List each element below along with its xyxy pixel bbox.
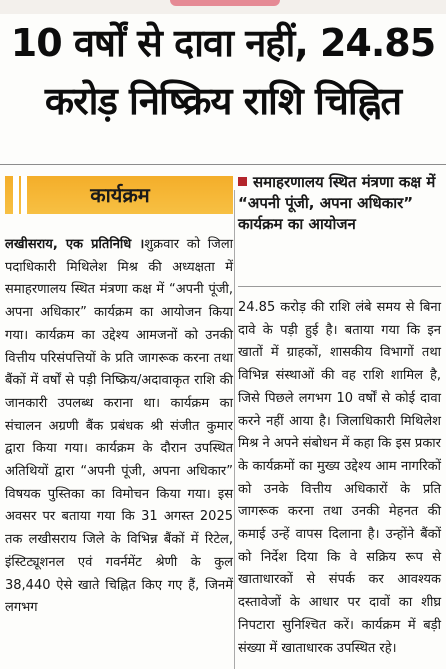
body-text-left: शुक्रवार को जिला पदाधिकारी मिथिलेश मिश्र की अध्यक्षता में समाहरणालय स्थित मंत्रणा कक्ष में “अपनी पूंजी, अपना अधिकार” कार्यक्रम का आयोजन किया गया। कार्यक्रम का उद्देश्य आमजनों को उनकी वित्तीय परिसंपत्तियों के प्रति जागरूक करना तथा बैंकों में वर्षों से पड़ी निष्क्रिय/अदावाकृत राशि की जानकारी उपलब्ध कराना था। कार्यक्रम का संचालन अग्रणी बैंक प्रबंधक श्री संजीत कुमार द्वारा किया गया। कार्यक्रम के दौरान उपस्थित अतिथियों द्वारा “अपनी पूंजी, अपना अधिकार” विषयक पुस्तिका का विमोचन किया गया। इस अवसर पर बताया गया कि 31 अगस्त 2025 तक लखीसराय जिले के विभिन्न बैंकों में रिटेल, इंस्टिट्यूशनल एवं गवर्नमेंट श्रेणी के कुल 38,440 ऐसे खाते चिह्नित किए गए हैं, जिनमें लगभग [5,237,233,616]
kicker-label: कार्यक्रम [90,183,150,207]
body-column-left [5,234,233,620]
subheadline [238,172,443,235]
headline: 10 वर्षों से दावा नहीं, 24.85 करोड़ निष्क्रिय राशि चिह्नित [10,21,436,123]
subheadline-text: समाहरणालय स्थित मंत्रणा कक्ष में “अपनी पूंजी, अपना अधिकार” कार्यक्रम का आयोजन [238,173,436,233]
top-accent [170,0,280,6]
kicker-stripe-left [13,176,19,214]
subheadline-divider [238,286,441,287]
column-divider [234,190,235,669]
kicker-stripe-left-2 [21,176,27,214]
headline-divider [0,164,446,165]
top-bar [0,0,446,14]
body-column-right: 24.85 करोड़ की राशि लंबे समय से बिना दावे के पड़ी हुई है। बताया गया कि इन खातों में ग्राहकों, शासकीय विभागों तथा विभिन्न संस्थाओं की वह राशि शामिल है, जिसे पिछले लगभग 10 वर्षों से कोई दावा करने नहीं आया है। जिलाधिकारी मिथिलेश मिश्र ने अपने संबोधन में कहा कि इस प्रकार के कार्यक्रमों का मुख्य उद्देश्य आम नागरिकों को उनके वित्तीय अधिकारों के प्रति जागरूक करना तथा उनकी मेहनत की कमाई उन्हें वापस दिलाना है। उन्होंने बैंकों को निर्देश दिया कि वे सक्रिय रूप से खाताधारकों से संपर्क कर आवश्यक दस्तावेजों के आधार पर दावों का शीघ्र निपटारा सुनिश्चित करें। कार्यक्रम में बड़ी संख्या में खाताधारक उपस्थित रहे। [238,300,441,656]
square-bullet-icon [238,177,247,186]
dateline: लखीसराय, एक प्रतिनिधि । [5,237,145,252]
kicker-banner [5,176,233,214]
